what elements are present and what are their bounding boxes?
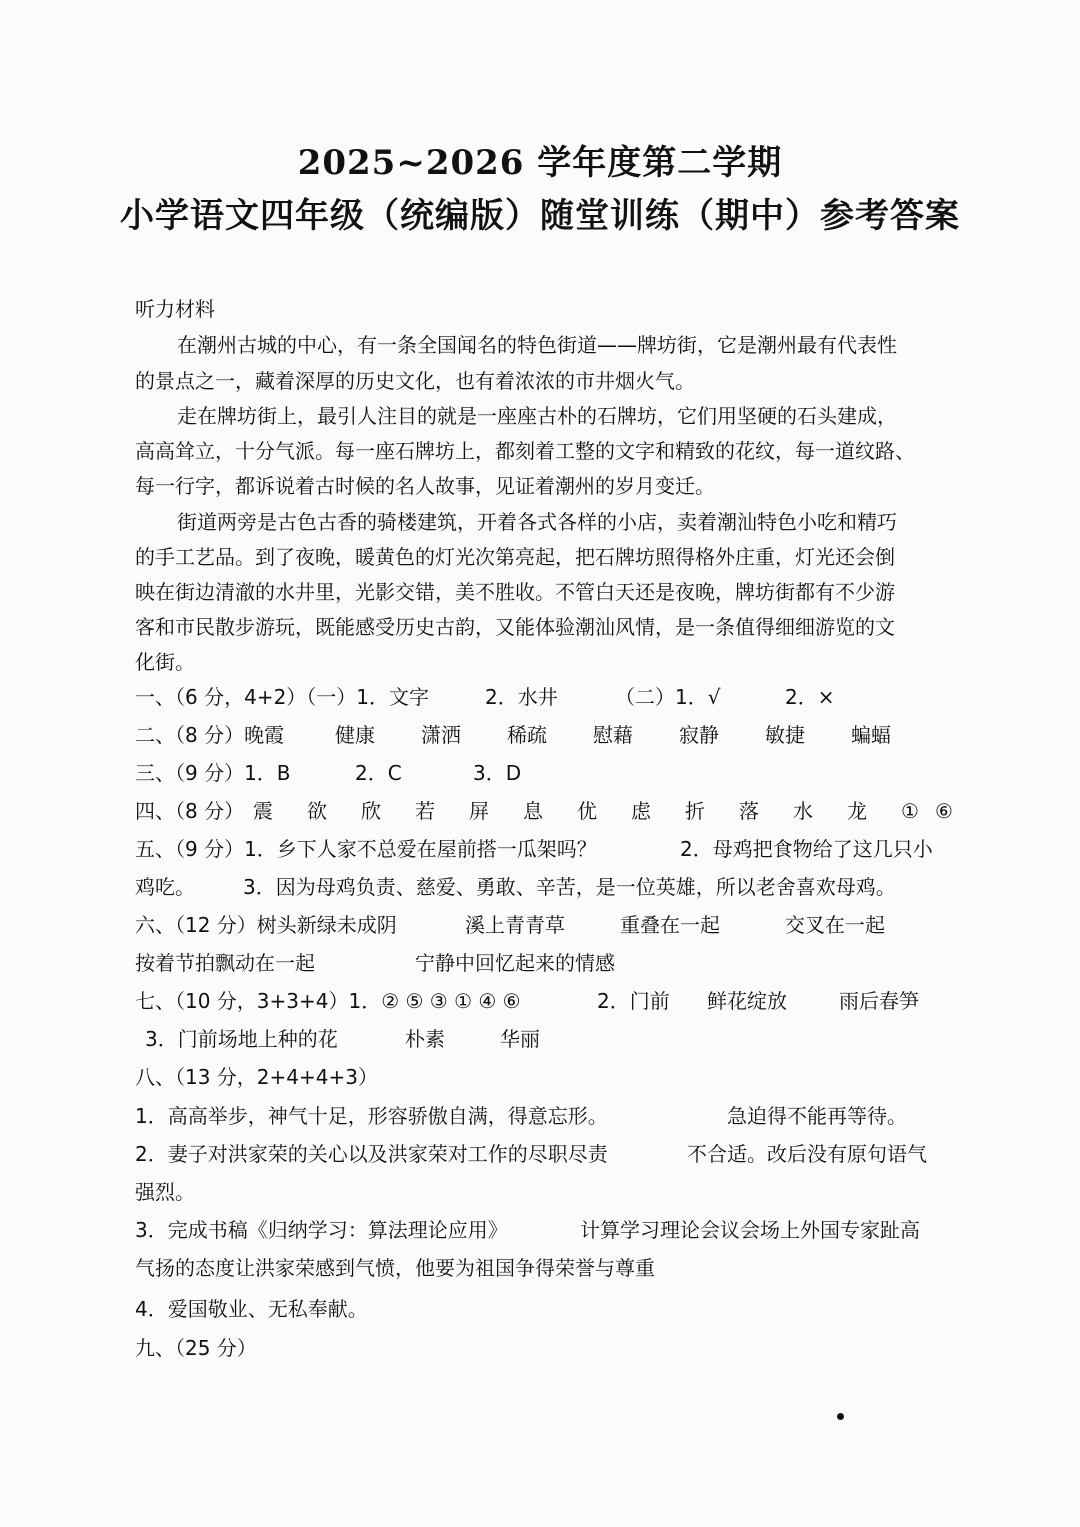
answer-q2-part: 二、（8 分）晚霞: [135, 723, 285, 747]
answer-q5-part: 2．母鸡把食物给了这几只小: [680, 837, 933, 861]
answer-q8-3-continued: 气扬的态度让洪家荣感到气愤，他要为祖国争得荣誉与尊重: [135, 1256, 655, 1280]
answer-q2-part: 潇洒: [421, 723, 461, 747]
listening-line: 映在街边清澈的水井里，光影交错，美不胜收。不管白天还是夜晚，牌坊街都有不少游: [135, 580, 895, 604]
listening-line: 高高耸立，十分气派。每一座石牌坊上，都刻着工整的文字和精致的花纹，每一道纹路、: [135, 439, 915, 463]
answer-q5-part: 鸡吃。: [135, 875, 195, 899]
answer-q8-2: [135, 1141, 955, 1167]
answer-q4-char: 水: [793, 799, 813, 823]
listening-line: 的手工艺品。到了夜晚，暖黄色的灯光次第亮起，把石牌坊照得格外庄重，灯光还会倒: [135, 545, 895, 569]
answer-q1-part: 2．水井: [485, 685, 558, 709]
answer-q4-char: 优: [577, 799, 597, 823]
answer-q7-line2: [145, 1026, 965, 1052]
answer-q5-part: 3．因为母鸡负责、慈爱、勇敢、辛苦，是一位英雄，所以老舍喜欢母鸡。: [243, 875, 896, 899]
answer-q4-char: 欣: [361, 799, 381, 823]
title-line-2: 小学语文四年级（统编版）随堂训练（期中）参考答案: [120, 196, 960, 236]
answer-q8-2-continued: 强烈。: [135, 1180, 195, 1204]
answer-q4-char: 龙: [847, 799, 867, 823]
answer-q2-part: 慰藉: [593, 723, 633, 747]
answer-q4-label: 四、（8 分）: [135, 799, 245, 823]
answer-q1-part: 一、（6 分，4+2）（一）1．文字: [135, 685, 430, 709]
answer-q6-line1: [135, 912, 955, 938]
answer-q5-line1: [135, 836, 955, 862]
answer-q2-part: 健康: [335, 723, 375, 747]
answer-q6-part: 宁静中回忆起来的情感: [415, 951, 615, 975]
listening-line: 化街。: [135, 650, 195, 674]
ink-dot: [837, 1413, 844, 1420]
answer-q8-3: [135, 1217, 955, 1243]
listening-line: 走在牌坊街上，最引人注目的就是一座座古朴的石牌坊，它们用坚硬的石头建成，: [177, 404, 897, 428]
answer-q4-char: 若: [415, 799, 435, 823]
answer-q4-char: ⑥: [935, 799, 953, 823]
answer-q3-part: 2．C: [355, 761, 402, 785]
answer-q4-char: 震: [253, 799, 273, 823]
answer-q2-part: 蝙蝠: [851, 723, 891, 747]
answer-q1: [135, 684, 955, 710]
title-line-1: 2025~2026 学年度第二学期: [297, 143, 783, 183]
answer-q4-char: 折: [685, 799, 705, 823]
listening-line: 在潮州古城的中心，有一条全国闻名的特色街道——牌坊街，它是潮州最有代表性: [177, 333, 897, 357]
answer-q8-1: [135, 1103, 955, 1129]
answer-q4-char: 息: [523, 799, 543, 823]
answer-q4-char: 虑: [631, 799, 651, 823]
answer-q5-line2: [135, 874, 955, 900]
answer-q8-part: 1．高高举步，神气十足，形容骄傲自满，得意忘形。: [135, 1104, 608, 1128]
answer-q2-part: 稀疏: [507, 723, 547, 747]
answer-q4: [135, 798, 955, 824]
answer-q4-char: 欲: [307, 799, 327, 823]
answer-q7-part: 七、（10 分，3+3+4）1．② ⑤ ③ ① ④ ⑥: [135, 989, 521, 1013]
answer-q3: [135, 760, 955, 786]
answer-q8-part: 计算学习理论会议会场上外国专家趾高: [580, 1218, 920, 1242]
answer-q1-part: 2．×: [785, 685, 835, 709]
listening-line: 每一行字，都诉说着古时候的名人故事，见证着潮州的岁月变迁。: [135, 474, 715, 498]
answer-q7-part: 华丽: [500, 1027, 540, 1051]
answer-q2-part: 敏捷: [765, 723, 805, 747]
answer-q6-part: 按着节拍飘动在一起: [135, 951, 315, 975]
answer-q7-part: 3．门前场地上种的花: [145, 1027, 338, 1051]
answer-q8-4: 4．爱国敬业、无私奉献。: [135, 1297, 368, 1321]
answer-q3-part: 三、（9 分）1．B: [135, 761, 291, 785]
answer-q6-line2: [135, 950, 955, 976]
answer-q7-part: 2．门前: [597, 989, 670, 1013]
answer-q8-part: 3．完成书稿《归纳学习：算法理论应用》: [135, 1218, 508, 1242]
answer-q8-heading: 八、（13 分，2+4+4+3）: [135, 1065, 378, 1089]
answer-q4-char: ①: [901, 799, 919, 823]
answer-q6-part: 重叠在一起: [620, 913, 720, 937]
answer-q8-part: 急迫得不能再等待。: [727, 1104, 907, 1128]
answer-q1-part: （二）1．√: [615, 685, 721, 709]
answer-q9: 九、（25 分）: [135, 1336, 257, 1360]
answer-q5-part: 五、（9 分）1．乡下人家不总爱在屋前搭一瓜架吗？: [135, 837, 597, 861]
answer-q8-part: 2．妻子对洪家荣的关心以及洪家荣对工作的尽职尽责: [135, 1142, 608, 1166]
answer-q2: [135, 722, 955, 748]
answer-q2-part: 寂静: [679, 723, 719, 747]
answer-q6-part: 六、（12 分）树头新绿未成阴: [135, 913, 397, 937]
answer-q6-part: 交叉在一起: [785, 913, 885, 937]
answer-q3-part: 3．D: [473, 761, 522, 785]
answer-q4-char: 落: [739, 799, 759, 823]
listening-line: 的景点之一，藏着深厚的历史文化，也有着浓浓的市井烟火气。: [135, 369, 695, 393]
answer-q7-part: 雨后春笋: [839, 989, 919, 1013]
answer-q7-part: 鲜花绽放: [707, 989, 787, 1013]
answer-q8-part: 不合适。改后没有原句语气: [687, 1142, 927, 1166]
answer-q4-char: 屏: [469, 799, 489, 823]
answer-q6-part: 溪上青青草: [465, 913, 565, 937]
answer-q7-line1: [135, 988, 955, 1014]
listening-heading: 听力材料: [135, 297, 215, 321]
answer-q7-part: 朴素: [405, 1027, 445, 1051]
listening-line: 街道两旁是古色古香的骑楼建筑，开着各式各样的小店，卖着潮汕特色小吃和精巧: [177, 510, 897, 534]
listening-line: 客和市民散步游玩，既能感受历史古韵，又能体验潮汕风情，是一条值得细细游览的文: [135, 615, 895, 639]
